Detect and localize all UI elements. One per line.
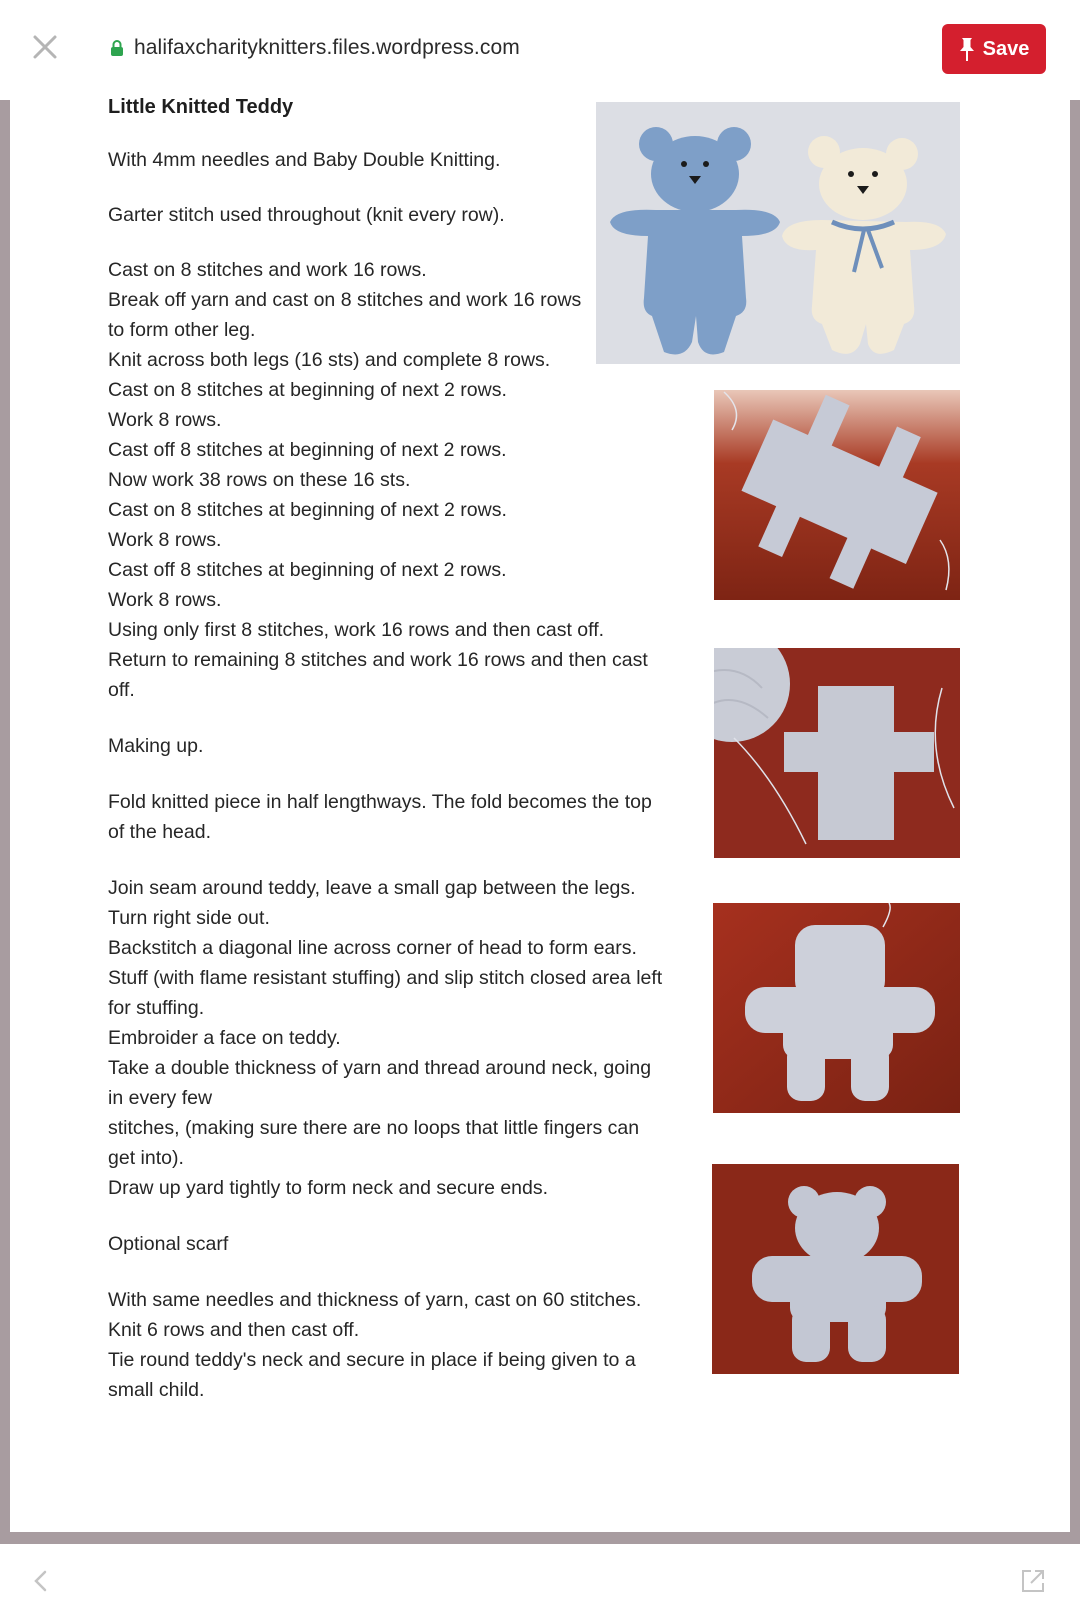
document-line: With 4mm needles and Baby Double Knitting. <box>108 149 501 171</box>
lock-icon <box>110 39 124 57</box>
back-button[interactable] <box>26 1566 56 1596</box>
document-line: Work 8 rows. <box>108 409 222 431</box>
document-line: Knit across both legs (16 sts) and complete 8 rows. <box>108 349 551 371</box>
document-line: Backstitch a diagonal line across corner of head to form ears. <box>108 937 637 959</box>
flat-knitted-piece-photo <box>714 390 960 600</box>
document-line: Cast off 8 stitches at beginning of next 2 rows. <box>108 559 507 581</box>
document-line: Cast on 8 stitches and work 16 rows. <box>108 259 427 281</box>
document-line: in every few <box>108 1087 213 1109</box>
save-button-label: Save <box>982 37 1030 60</box>
document-line: Break off yarn and cast on 8 stitches and work 16 rows <box>108 289 582 311</box>
document-line: Knit 6 rows and then cast off. <box>108 1319 360 1341</box>
document-line: Cast on 8 stitches at beginning of next 2 rows. <box>108 379 507 401</box>
document-line: Take a double thickness of yarn and thread around neck, going <box>108 1057 652 1079</box>
document-line: Join seam around teddy, leave a small gap between the legs. <box>108 877 636 899</box>
document-line: to form other leg. <box>108 319 256 341</box>
document-line: Work 8 rows. <box>108 589 222 611</box>
document-line: of the head. <box>108 821 212 843</box>
document-line: Now work 38 rows on these 16 sts. <box>108 469 411 491</box>
top-bar <box>0 0 1080 100</box>
finished-grey-teddy-photo <box>712 1164 959 1374</box>
document-line: Fold knitted piece in half lengthways. The fold becomes the top <box>108 791 652 813</box>
document-frame <box>0 96 1080 1544</box>
document-line: Garter stitch used throughout (knit every row). <box>108 204 505 226</box>
document-line: for stuffing. <box>108 997 205 1019</box>
two-finished-teddies-photo <box>596 102 960 364</box>
bottom-bar <box>0 1544 1080 1620</box>
close-icon <box>32 34 58 60</box>
document-line: Draw up yard tightly to form neck and secure ends. <box>108 1177 549 1199</box>
document-page[interactable] <box>10 96 1070 1532</box>
document-line: Return to remaining 8 stitches and work 16 rows and then cast <box>108 649 648 671</box>
document-line: get into). <box>108 1147 184 1169</box>
document-title: Little Knitted Teddy <box>108 96 294 118</box>
document-line: Stuff (with flame resistant stuffing) and slip stitch closed area left <box>108 967 663 989</box>
document-line: small child. <box>108 1379 205 1401</box>
back-chevron-icon <box>26 1566 56 1596</box>
folded-piece-with-yarn-photo <box>714 648 960 858</box>
document-line: Embroider a face on teddy. <box>108 1027 341 1049</box>
document-line: With same needles and thickness of yarn, cast on 60 stitches. <box>108 1289 642 1311</box>
url-bar[interactable] <box>110 32 520 64</box>
url-text: halifaxcharityknitters.files.wordpress.com <box>134 36 520 59</box>
document-line: Tie round teddy's neck and secure in place if being given to a <box>108 1349 636 1371</box>
pin-icon <box>959 36 975 62</box>
close-button[interactable] <box>28 30 62 64</box>
document-line: Turn right side out. <box>108 907 270 929</box>
document-line: Cast off 8 stitches at beginning of next 2 rows. <box>108 439 507 461</box>
document-line: Optional scarf <box>108 1233 229 1255</box>
save-button[interactable] <box>942 24 1046 74</box>
open-external-icon <box>1018 1566 1048 1596</box>
document-line: off. <box>108 679 135 701</box>
document-line: stitches, (making sure there are no loops that little fingers can <box>108 1117 640 1139</box>
document-line: Making up. <box>108 735 204 757</box>
document-line: Cast on 8 stitches at beginning of next 2 rows. <box>108 499 507 521</box>
document-line: Work 8 rows. <box>108 529 222 551</box>
stuffed-teddy-photo <box>713 903 960 1113</box>
document-line: Using only first 8 stitches, work 16 rows and then cast off. <box>108 619 605 641</box>
open-external-button[interactable] <box>1018 1566 1048 1596</box>
